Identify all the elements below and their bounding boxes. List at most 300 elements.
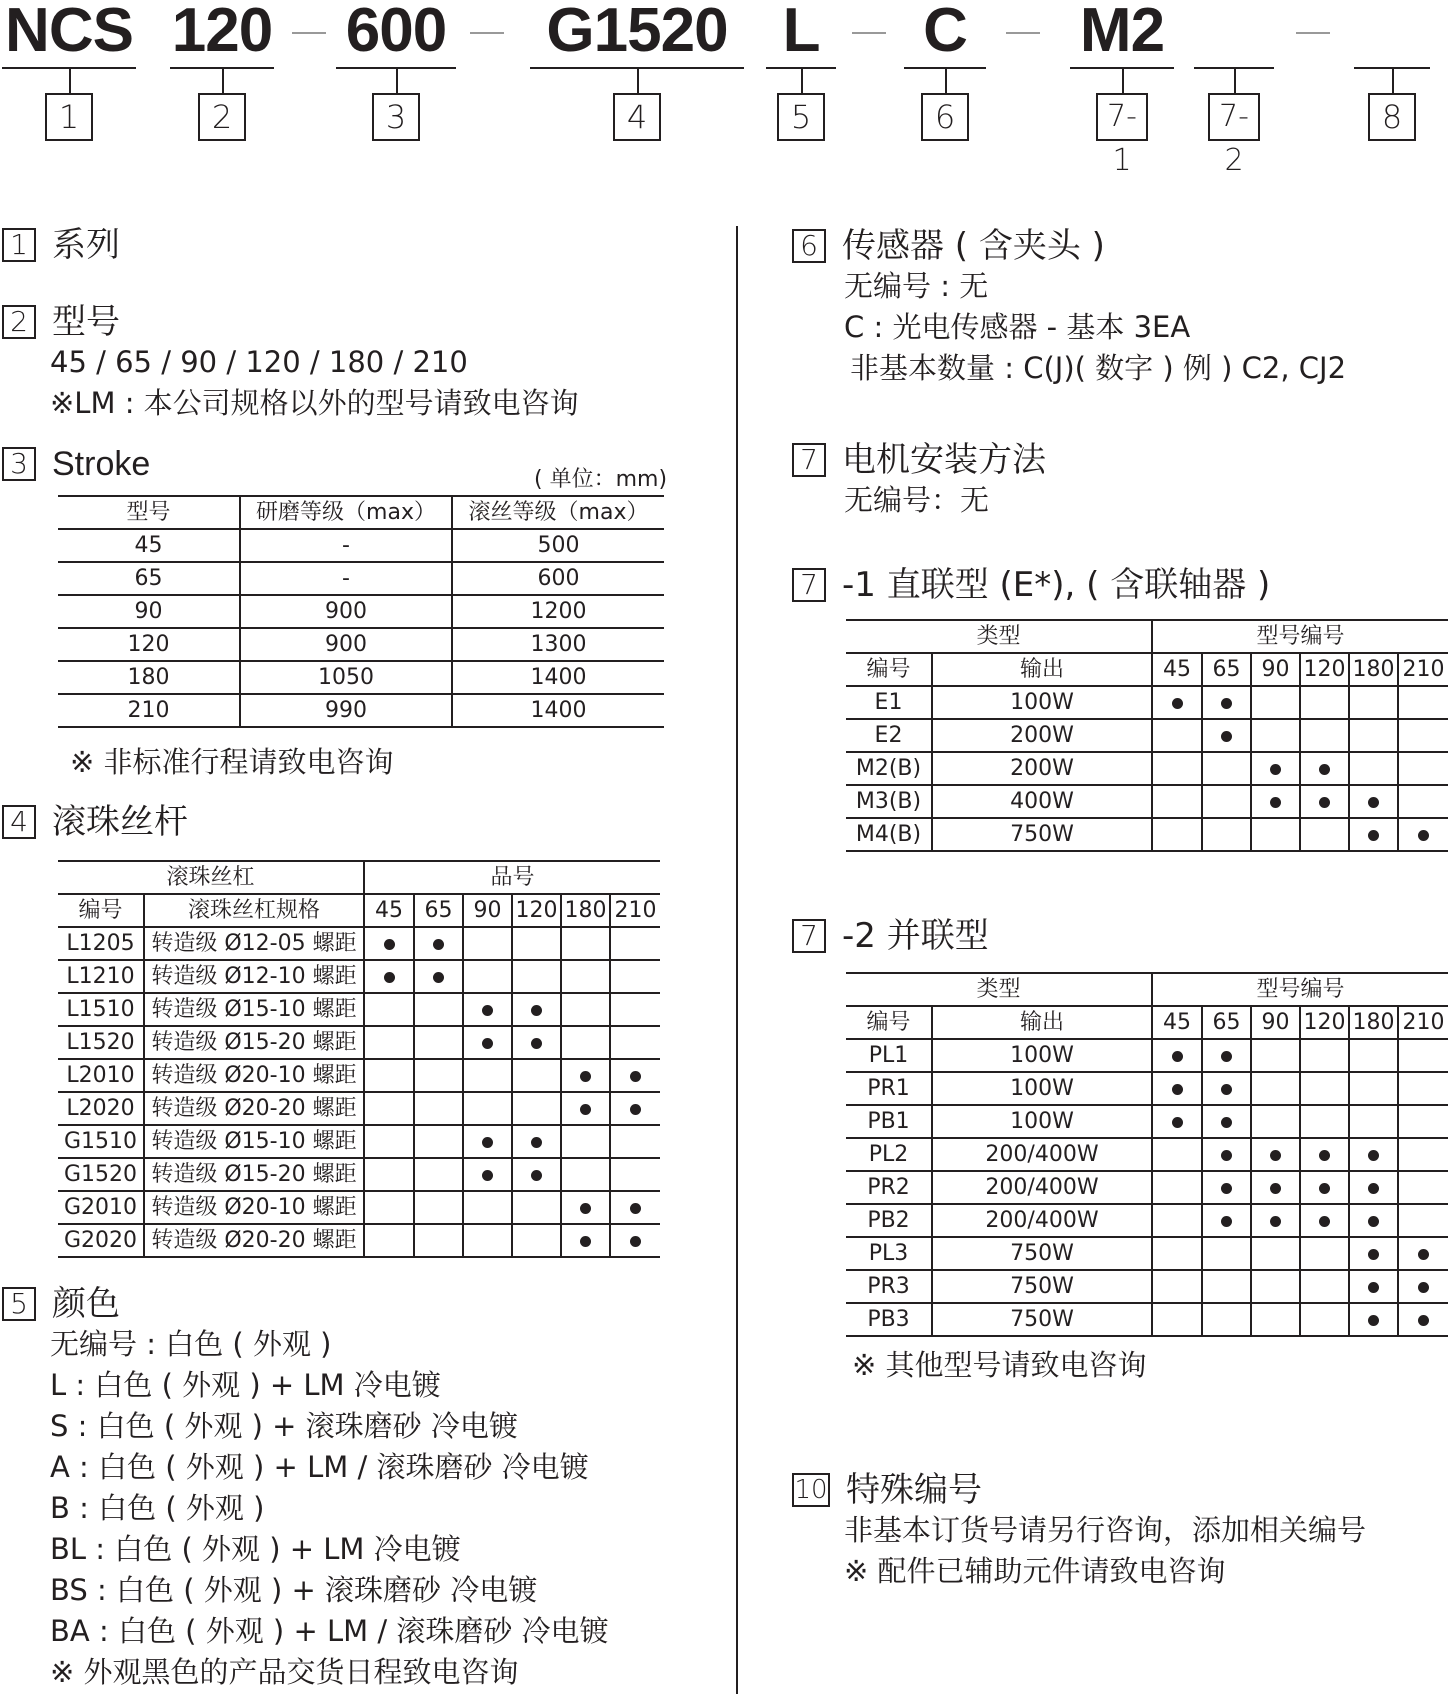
availability-dot: [1221, 731, 1232, 742]
table-row: [58, 960, 660, 993]
availability-cell: [610, 1224, 660, 1257]
availability-cell: [1202, 1105, 1251, 1138]
availability-dot: [531, 1137, 542, 1148]
row-code: E2: [846, 719, 932, 752]
size-header: 65: [1202, 1006, 1251, 1039]
availability-cell: [1300, 1171, 1349, 1204]
table-row: [58, 1224, 660, 1257]
availability-cell: [1152, 1171, 1202, 1204]
availability-dot: [1319, 1183, 1330, 1194]
section-number: 7: [792, 919, 826, 953]
table-row: [58, 1125, 660, 1158]
availability-dot: [531, 1170, 542, 1181]
row-code: M2(B): [846, 752, 932, 785]
availability-cell: [364, 1026, 414, 1059]
availability-cell: [1251, 1105, 1300, 1138]
availability-cell: [1251, 1039, 1300, 1072]
table-row: [58, 1191, 660, 1224]
availability-dot: [630, 1104, 641, 1115]
availability-cell: [414, 1158, 463, 1191]
column-header: 编号: [846, 1006, 932, 1039]
table-row: [58, 927, 660, 960]
ball-screw-table: [58, 860, 660, 1258]
availability-dot: [1221, 1084, 1232, 1095]
availability-cell: [414, 1125, 463, 1158]
code-text: M2: [1079, 0, 1165, 65]
availability-cell: [561, 1224, 610, 1257]
color-option: S : 白色 ( 外观 ) + 滚珠磨砂 冷电镀: [50, 1409, 518, 1443]
availability-cell: [561, 927, 610, 960]
stroke-table: [58, 495, 664, 728]
availability-cell: [1202, 686, 1251, 719]
availability-cell: [364, 927, 414, 960]
table-row: [58, 628, 664, 661]
availability-cell: [1251, 1171, 1300, 1204]
availability-dot: [1418, 830, 1429, 841]
availability-cell: [1300, 785, 1349, 818]
row-code: PR3: [846, 1270, 932, 1303]
segment-number-box: 2: [198, 93, 246, 141]
availability-cell: [512, 1125, 561, 1158]
part-number-breakdown: [0, 0, 1450, 178]
availability-cell: [1251, 1138, 1300, 1171]
availability-dot: [1270, 1183, 1281, 1194]
row-output: 100W: [932, 1072, 1152, 1105]
availability-cell: [512, 960, 561, 993]
availability-cell: [364, 993, 414, 1026]
color-option: L : 白色 ( 外观 ) + LM 冷电镀: [50, 1368, 441, 1402]
parallel-type-table: [846, 972, 1448, 1337]
section-color: [2, 1284, 609, 1693]
section-number: 7: [792, 443, 826, 477]
section-number: 1: [2, 228, 36, 262]
table-cell: 210: [58, 694, 240, 727]
group-header: 型号编号: [1152, 973, 1448, 1006]
row-output: 100W: [932, 686, 1152, 719]
availability-cell: [1300, 1270, 1349, 1303]
availability-cell: [1251, 752, 1300, 785]
availability-cell: [364, 1158, 414, 1191]
availability-cell: [463, 1191, 512, 1224]
availability-cell: [1202, 752, 1251, 785]
separator-dash: [852, 32, 886, 34]
column-header: 滚丝等级（max）: [452, 496, 664, 529]
availability-cell: [364, 1092, 414, 1125]
availability-cell: [414, 1224, 463, 1257]
section-stroke: [2, 444, 150, 484]
availability-cell: [414, 960, 463, 993]
size-header: 45: [1152, 653, 1202, 686]
code-text: C: [923, 0, 967, 65]
availability-cell: [1251, 1204, 1300, 1237]
column-divider: [736, 226, 738, 1694]
table-row: [846, 1138, 1448, 1171]
section-title: -2 并联型: [842, 916, 989, 956]
availability-cell: [1349, 1204, 1398, 1237]
column-header: 研磨等级（max）: [240, 496, 452, 529]
availability-dot: [482, 1137, 493, 1148]
size-header: 210: [1398, 653, 1448, 686]
availability-cell: [1300, 719, 1349, 752]
row-code: M4(B): [846, 818, 932, 851]
availability-cell: [1300, 1138, 1349, 1171]
table-row: [846, 719, 1448, 752]
row-spec: 转造级 Ø12-05 螺距: [144, 927, 364, 960]
row-output: 750W: [932, 1237, 1152, 1270]
section-number: 5: [2, 1287, 36, 1321]
availability-cell: [1152, 1039, 1202, 1072]
separator-dash: [1296, 32, 1330, 34]
segment-number-box: 6: [921, 93, 969, 141]
availability-dot: [580, 1236, 591, 1247]
table-cell: 990: [240, 694, 452, 727]
availability-cell: [512, 1092, 561, 1125]
availability-cell: [1398, 1270, 1448, 1303]
table-row: [846, 1237, 1448, 1270]
availability-cell: [610, 1026, 660, 1059]
availability-cell: [512, 1224, 561, 1257]
row-spec: 转造级 Ø20-20 螺距: [144, 1092, 364, 1125]
availability-cell: [1251, 1303, 1300, 1336]
size-header: 45: [1152, 1006, 1202, 1039]
availability-dot: [1270, 1216, 1281, 1227]
size-header: 120: [1300, 653, 1349, 686]
availability-cell: [561, 1092, 610, 1125]
row-code: PL3: [846, 1237, 932, 1270]
availability-cell: [1202, 1270, 1251, 1303]
table-cell: 500: [452, 529, 664, 562]
group-header: 滚珠丝杠: [58, 861, 364, 894]
availability-cell: [1152, 686, 1202, 719]
table-row: [58, 529, 664, 562]
row-code: PL1: [846, 1039, 932, 1072]
availability-cell: [1349, 1270, 1398, 1303]
table-row: [846, 818, 1448, 851]
row-output: 750W: [932, 1270, 1152, 1303]
code-text: [1354, 0, 1430, 62]
table-cell: -: [240, 562, 452, 595]
column-header: 型号: [58, 496, 240, 529]
table-cell: 1050: [240, 661, 452, 694]
column-header: 滚珠丝杠规格: [144, 894, 364, 927]
availability-cell: [1300, 1237, 1349, 1270]
availability-cell: [610, 1158, 660, 1191]
row-code: E1: [846, 686, 932, 719]
row-code: L1520: [58, 1026, 144, 1059]
availability-cell: [1398, 1171, 1448, 1204]
section-direct-type: [792, 565, 1270, 605]
availability-dot: [1221, 698, 1232, 709]
row-output: 750W: [932, 1303, 1152, 1336]
availability-cell: [1152, 818, 1202, 851]
availability-cell: [1398, 1105, 1448, 1138]
availability-dot: [1172, 1084, 1183, 1095]
table-row: [846, 1303, 1448, 1336]
section-model: [2, 302, 579, 424]
size-header: 90: [1251, 1006, 1300, 1039]
availability-cell: [1152, 1237, 1202, 1270]
table-row: [846, 785, 1448, 818]
size-header: 180: [561, 894, 610, 927]
column-header: 编号: [58, 894, 144, 927]
special-code-note: ※ 配件已辅助元件请致电咨询: [844, 1554, 1226, 1588]
availability-cell: [561, 1191, 610, 1224]
table-row: [846, 752, 1448, 785]
table-cell: 900: [240, 595, 452, 628]
row-code: L1210: [58, 960, 144, 993]
availability-dot: [482, 1170, 493, 1181]
availability-cell: [1398, 752, 1448, 785]
separator-dash: [470, 32, 504, 34]
table-group-header-row: [846, 973, 1448, 1006]
availability-dot: [1418, 1282, 1429, 1293]
size-header: 120: [512, 894, 561, 927]
availability-cell: [512, 1026, 561, 1059]
availability-cell: [1349, 752, 1398, 785]
code-segment-5: [766, 0, 836, 136]
availability-cell: [610, 1125, 660, 1158]
size-header: 210: [610, 894, 660, 927]
unit-label: ( 单位：mm): [534, 467, 668, 492]
table-cell: 1300: [452, 628, 664, 661]
column-header: 输出: [932, 653, 1152, 686]
availability-cell: [1398, 1138, 1448, 1171]
row-code: PR2: [846, 1171, 932, 1204]
availability-cell: [463, 960, 512, 993]
availability-dot: [1368, 830, 1379, 841]
availability-cell: [1251, 818, 1300, 851]
availability-cell: [1300, 1072, 1349, 1105]
availability-dot: [482, 1038, 493, 1049]
color-option: BA : 白色 ( 外观 ) + LM / 滚珠磨砂 冷电镀: [50, 1614, 609, 1648]
row-code: G1510: [58, 1125, 144, 1158]
availability-cell: [1398, 1237, 1448, 1270]
table-row: [846, 1072, 1448, 1105]
availability-cell: [512, 1191, 561, 1224]
availability-cell: [1152, 1303, 1202, 1336]
segment-number-box: 3: [372, 93, 420, 141]
sensor-option: 无编号 : 无: [844, 269, 989, 303]
code-text: L: [782, 0, 820, 65]
availability-cell: [414, 1191, 463, 1224]
availability-dot: [1270, 764, 1281, 775]
row-spec: 转造级 Ø12-10 螺距: [144, 960, 364, 993]
availability-cell: [1349, 818, 1398, 851]
section-title: 传感器 ( 含夹头 ): [842, 226, 1105, 266]
availability-cell: [1349, 1039, 1398, 1072]
availability-dot: [1368, 797, 1379, 808]
table-cell: 1400: [452, 694, 664, 727]
availability-cell: [463, 927, 512, 960]
availability-cell: [610, 993, 660, 1026]
table-cell: 120: [58, 628, 240, 661]
color-option: BL : 白色 ( 外观 ) + LM 冷电镀: [50, 1532, 461, 1566]
availability-dot: [1368, 1216, 1379, 1227]
color-note: ※ 外观黑色的产品交货日程致电咨询: [50, 1655, 519, 1689]
row-code: PB1: [846, 1105, 932, 1138]
code-segment-7-2: [1194, 0, 1274, 178]
table-cell: 1400: [452, 661, 664, 694]
availability-cell: [1398, 1303, 1448, 1336]
section-title: 系列: [52, 225, 120, 265]
row-code: L2020: [58, 1092, 144, 1125]
table-row: [846, 1171, 1448, 1204]
availability-cell: [1202, 719, 1251, 752]
row-spec: 转造级 Ø15-20 螺距: [144, 1158, 364, 1191]
availability-cell: [1300, 686, 1349, 719]
availability-cell: [1398, 1039, 1448, 1072]
table-cell: 65: [58, 562, 240, 595]
availability-cell: [463, 1026, 512, 1059]
availability-cell: [561, 1059, 610, 1092]
availability-dot: [531, 1038, 542, 1049]
availability-cell: [561, 1125, 610, 1158]
availability-cell: [1349, 1237, 1398, 1270]
availability-dot: [1368, 1150, 1379, 1161]
availability-cell: [1202, 1237, 1251, 1270]
size-header: 180: [1349, 1006, 1398, 1039]
availability-cell: [1398, 1204, 1448, 1237]
size-header: 65: [1202, 653, 1251, 686]
code-text: [1194, 0, 1274, 62]
row-code: G2010: [58, 1191, 144, 1224]
availability-cell: [1251, 686, 1300, 719]
separator-dash: [292, 32, 326, 34]
code-text: G1520: [546, 0, 728, 65]
size-header: 210: [1398, 1006, 1448, 1039]
availability-cell: [610, 960, 660, 993]
column-header: 输出: [932, 1006, 1152, 1039]
row-output: 750W: [932, 818, 1152, 851]
availability-cell: [1349, 1303, 1398, 1336]
code-text: NCS: [5, 0, 133, 65]
section-motor-mount: [792, 440, 1046, 521]
size-header: 120: [1300, 1006, 1349, 1039]
table-cell: 600: [452, 562, 664, 595]
row-code: G2020: [58, 1224, 144, 1257]
code-segment-4: [530, 0, 744, 136]
section-title: -1 直联型 (E*), ( 含联轴器 ): [842, 565, 1271, 605]
row-code: PB3: [846, 1303, 932, 1336]
row-code: G1520: [58, 1158, 144, 1191]
availability-cell: [414, 1059, 463, 1092]
availability-cell: [1152, 1270, 1202, 1303]
availability-cell: [1202, 1204, 1251, 1237]
group-header: 类型: [846, 620, 1152, 653]
availability-dot: [1319, 1150, 1330, 1161]
table-row: [58, 1059, 660, 1092]
availability-cell: [1152, 1138, 1202, 1171]
table-row: [846, 686, 1448, 719]
availability-cell: [463, 993, 512, 1026]
availability-cell: [512, 1158, 561, 1191]
code-text: 600: [345, 0, 447, 65]
code-segment-6: [904, 0, 986, 136]
table-group-header-row: [58, 861, 660, 894]
availability-cell: [1300, 752, 1349, 785]
table-header-row: [846, 653, 1448, 686]
availability-cell: [463, 1158, 512, 1191]
section-ball-screw: [2, 802, 188, 842]
row-spec: 转造级 Ø20-10 螺距: [144, 1059, 364, 1092]
section-number: 4: [2, 805, 36, 839]
color-option: 无编号 : 白色 ( 外观 ): [50, 1327, 332, 1361]
row-output: 100W: [932, 1039, 1152, 1072]
availability-dot: [433, 972, 444, 983]
availability-cell: [610, 1191, 660, 1224]
availability-cell: [364, 1224, 414, 1257]
availability-cell: [561, 1158, 610, 1191]
availability-dot: [1319, 797, 1330, 808]
section-title: 滚珠丝杆: [52, 802, 188, 842]
table-row: [58, 1158, 660, 1191]
availability-dot: [1172, 1117, 1183, 1128]
availability-cell: [1349, 1138, 1398, 1171]
availability-dot: [1221, 1117, 1232, 1128]
availability-cell: [1398, 686, 1448, 719]
availability-cell: [1300, 818, 1349, 851]
availability-cell: [1152, 719, 1202, 752]
availability-dot: [630, 1071, 641, 1082]
row-output: 400W: [932, 785, 1152, 818]
section-title: Stroke: [52, 445, 151, 483]
availability-dot: [1172, 1051, 1183, 1062]
section-title: 颜色: [52, 1284, 120, 1324]
availability-dot: [531, 1005, 542, 1016]
section-number: 3: [2, 447, 36, 481]
code-segment-8: [1354, 0, 1430, 136]
color-option: BS : 白色 ( 外观 ) + 滚珠磨砂 冷电镀: [50, 1573, 538, 1607]
size-header: 90: [1251, 653, 1300, 686]
row-code: PR1: [846, 1072, 932, 1105]
table-cell: 90: [58, 595, 240, 628]
code-text: 120: [171, 0, 273, 65]
availability-dot: [1221, 1183, 1232, 1194]
row-spec: 转造级 Ø20-10 螺距: [144, 1191, 364, 1224]
availability-cell: [1152, 785, 1202, 818]
availability-cell: [1202, 818, 1251, 851]
availability-dot: [630, 1203, 641, 1214]
availability-cell: [1152, 1105, 1202, 1138]
availability-cell: [512, 993, 561, 1026]
availability-cell: [463, 1125, 512, 1158]
availability-dot: [580, 1071, 591, 1082]
availability-cell: [463, 1059, 512, 1092]
row-output: 100W: [932, 1105, 1152, 1138]
size-header: 90: [463, 894, 512, 927]
availability-cell: [414, 927, 463, 960]
table-row: [58, 1026, 660, 1059]
availability-cell: [1202, 1303, 1251, 1336]
table-cell: 900: [240, 628, 452, 661]
row-code: L1510: [58, 993, 144, 1026]
availability-cell: [414, 1026, 463, 1059]
stroke-note: ※ 非标准行程请致电咨询: [70, 745, 394, 779]
availability-cell: [1349, 1171, 1398, 1204]
availability-cell: [1349, 686, 1398, 719]
section-number: 2: [2, 305, 36, 339]
row-output: 200W: [932, 719, 1152, 752]
table-row: [846, 1270, 1448, 1303]
availability-cell: [463, 1224, 512, 1257]
availability-cell: [1202, 1138, 1251, 1171]
availability-cell: [463, 1092, 512, 1125]
table-row: [58, 661, 664, 694]
availability-cell: [1398, 785, 1448, 818]
size-header: 65: [414, 894, 463, 927]
code-segment-7-1: [1070, 0, 1174, 178]
table-header-row: [58, 894, 660, 927]
